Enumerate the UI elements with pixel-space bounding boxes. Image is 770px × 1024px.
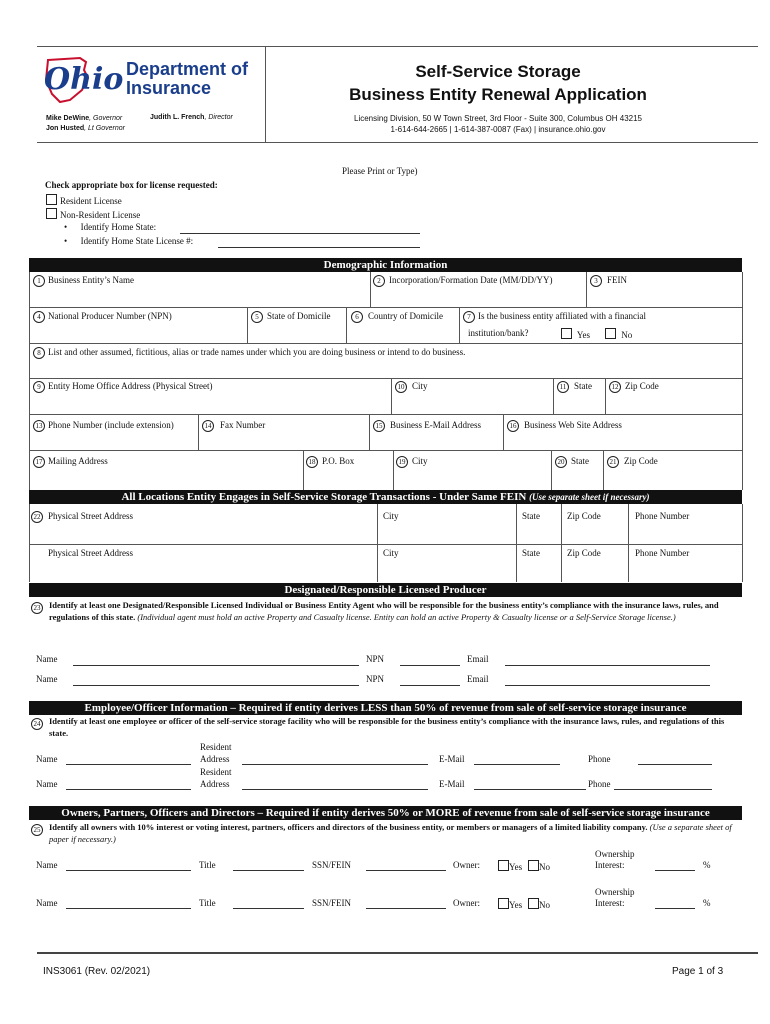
employee-email-field[interactable] — [474, 764, 560, 765]
lt-governor-name: Jon Husted — [46, 125, 85, 132]
business-website-label: Business Web Site Address — [524, 420, 622, 430]
row-rule — [29, 378, 742, 379]
field-number-11: 11 — [557, 381, 569, 393]
npn-label: National Producer Number (NPN) — [48, 311, 172, 321]
row-rule — [29, 343, 742, 344]
producer-instructions-italic: (Individual agent must hold an active Property and Casualty license. Entity can hold an active Property & Casualty license or a Self-Service Storage license.) — [137, 612, 676, 622]
field-number-1: 1 — [33, 275, 45, 287]
field-number-13: 13 — [33, 420, 45, 432]
row-rule — [29, 414, 742, 415]
affiliated-question-line-2: institution/bank? — [468, 328, 529, 338]
affiliated-no-option[interactable] — [605, 328, 632, 340]
field-number-3: 3 — [590, 275, 602, 287]
locations-title: All Locations Entity Engages in Self-Service Storage Transactions - Under Same FEIN — [121, 491, 527, 503]
demographic-left-border — [29, 272, 30, 490]
print-note: Please Print or Type) — [342, 166, 418, 176]
field-number-7: 7 — [463, 311, 475, 323]
department-line-1: Department of — [126, 59, 249, 79]
field-number-9: 9 — [33, 381, 45, 393]
owner-title-label: Title — [199, 860, 216, 870]
office-contact: 1-614-644-2665 | 1-614-387-0087 (Fax) | insurance.ohio.gov — [390, 125, 606, 134]
home-state-label: • Identify Home State: — [64, 222, 157, 232]
owners-instructions-italic: (Use a separate sheet of paper if necessary.) — [49, 822, 732, 844]
employee-name-label: Name — [36, 754, 58, 764]
home-office-address-label: Entity Home Office Address (Physical Street) — [48, 381, 213, 391]
divider — [346, 307, 347, 343]
home-state-license-field[interactable] — [218, 247, 420, 248]
home-office-state-label: State — [574, 381, 592, 391]
location-phone-label: Phone Number — [635, 548, 690, 558]
employee-phone-label: Phone — [588, 779, 611, 789]
non-resident-license-label: Non-Resident License — [60, 210, 141, 220]
row-rule — [29, 450, 742, 451]
employee-address-field[interactable] — [242, 789, 428, 790]
phone-number-label: Phone Number (include extension) — [48, 420, 174, 430]
owner-no-label: No — [539, 900, 550, 910]
employee-email-field[interactable] — [474, 789, 586, 790]
owner-yes-checkbox[interactable] — [498, 898, 509, 909]
producer-npn-label: NPN — [366, 654, 385, 664]
divider — [198, 414, 199, 450]
owner-no-option[interactable] — [528, 898, 550, 910]
location-state-label: State — [522, 511, 540, 521]
row-rule — [29, 544, 742, 545]
field-number-10: 10 — [395, 381, 407, 393]
mailing-zip-label: Zip Code — [624, 456, 658, 466]
producer-instructions — [49, 599, 739, 623]
fax-number-label: Fax Number — [220, 420, 266, 430]
producer-npn-label: NPN — [366, 674, 385, 684]
field-number-5: 5 — [251, 311, 263, 323]
ownership-label: Ownership — [595, 849, 635, 859]
field-number-25: 25 — [31, 824, 43, 836]
owner-yes-label: Yes — [509, 862, 523, 872]
divider — [605, 378, 606, 414]
field-number-4: 4 — [33, 311, 45, 323]
location-state-label: State — [522, 548, 540, 558]
producer-npn-field[interactable] — [400, 665, 460, 666]
field-number-24: 24 — [31, 718, 43, 730]
divider — [551, 450, 552, 490]
field-number-19: 19 — [396, 456, 408, 468]
home-office-zip-label: Zip Code — [625, 381, 659, 391]
producer-name-field[interactable] — [73, 685, 359, 686]
resident-license-label: Resident License — [60, 196, 122, 206]
affiliated-yes-option[interactable] — [561, 328, 590, 340]
location-city-label: City — [383, 511, 399, 521]
percent-sign: % — [703, 898, 711, 908]
governor-title: , Governor — [89, 115, 123, 122]
divider — [628, 504, 629, 582]
divider — [369, 414, 370, 450]
owner-ssn-label: SSN/FEIN — [312, 860, 352, 870]
director-title: , Director — [204, 114, 233, 121]
employee-address-field[interactable] — [242, 764, 428, 765]
owners-instructions — [49, 821, 739, 845]
form-title-line-2: Business Entity Renewal Application — [349, 85, 647, 104]
governor-name: Mike DeWine — [46, 115, 90, 122]
divider — [503, 414, 504, 450]
producer-instructions-bold: Identify at least one Designated/Responsible Licensed Individual or Business Entity Agent who will be responsible for the business entity’s compliance with the insurance laws, rules, and regulations of this state. — [49, 600, 719, 622]
field-number-15: 15 — [373, 420, 385, 432]
form-id: INS3061 (Rev. 02/2021) — [43, 966, 151, 977]
locations-section-header — [29, 490, 742, 504]
location-city-label: City — [383, 548, 399, 558]
affiliated-yes-label: Yes — [576, 330, 591, 340]
page-number: Page 1 of 3 — [672, 966, 724, 977]
owner-title-label: Title — [199, 898, 216, 908]
employee-resident-label: Resident — [200, 742, 232, 752]
home-state-license-text: Identify Home State License #: — [80, 236, 194, 246]
producer-name-field[interactable] — [73, 665, 359, 666]
affiliated-no-label: No — [621, 330, 633, 340]
business-email-label: Business E-Mail Address — [390, 420, 481, 430]
divider — [459, 307, 460, 343]
form-title-line-1: Self-Service Storage — [415, 62, 581, 81]
owner-yes-label: Yes — [509, 900, 523, 910]
owners-section-header: Owners, Partners, Officers and Directors – Required if entity derives 50% or MORE of revenue from sale of self-service storage insurance — [29, 806, 742, 820]
percent-sign: % — [703, 860, 711, 870]
divider — [391, 378, 392, 414]
field-number-21: 21 — [607, 456, 619, 468]
employee-name-field[interactable] — [66, 764, 191, 765]
divider — [603, 450, 604, 490]
employee-address-label: Address — [200, 779, 230, 789]
location-address-label: Physical Street Address — [48, 511, 133, 521]
owner-ssn-field[interactable] — [366, 908, 446, 909]
owner-ssn-field[interactable] — [366, 870, 446, 871]
employee-name-field[interactable] — [66, 789, 191, 790]
field-number-23: 23 — [31, 602, 43, 614]
office-address: Licensing Division, 50 W Town Street, 3rd Floor - Suite 300, Columbus OH 43215 — [354, 114, 642, 123]
field-number-17: 17 — [33, 456, 45, 468]
interest-label: Interest: — [595, 898, 625, 908]
resident-license-option[interactable] — [46, 194, 122, 206]
mailing-state-label: State — [571, 456, 589, 466]
employee-email-label: E-Mail — [439, 754, 465, 764]
director-name: Judith L. French — [150, 114, 205, 121]
po-box-label: P.O. Box — [322, 456, 355, 466]
ownership-label: Ownership — [595, 887, 635, 897]
employee-section-header: Employee/Officer Information – Required if entity derives LESS than 50% of revenue from sale of self-service storage insurance — [29, 701, 742, 715]
business-entity-name-label: Business Entity’s Name — [48, 275, 134, 285]
employee-phone-field[interactable] — [614, 789, 712, 790]
country-of-domicile-label: Country of Domicile — [368, 311, 443, 321]
field-number-20: 20 — [555, 456, 567, 468]
divider — [377, 504, 378, 582]
owner-yes-checkbox[interactable] — [498, 860, 509, 871]
department-line-2: Insurance — [126, 78, 212, 98]
header-bottom-rule — [37, 142, 758, 143]
license-type-heading: Check appropriate box for license requested: — [45, 180, 218, 190]
producer-email-label: Email — [467, 674, 489, 684]
employee-resident-label: Resident — [200, 767, 232, 777]
divider — [370, 272, 371, 307]
field-number-2: 2 — [373, 275, 385, 287]
owner-ssn-label: SSN/FEIN — [312, 898, 352, 908]
mailing-city-label: City — [412, 456, 428, 466]
producer-name-label: Name — [36, 654, 58, 664]
non-resident-license-checkbox[interactable] — [46, 208, 57, 219]
locations-title-note: (Use separate sheet if necessary) — [529, 492, 650, 502]
employee-address-label: Address — [200, 754, 230, 764]
resident-license-checkbox[interactable] — [46, 194, 57, 205]
divider — [586, 272, 587, 307]
field-number-18: 18 — [306, 456, 318, 468]
field-number-6: 6 — [351, 311, 363, 323]
form-title — [266, 60, 730, 106]
owners-instructions-bold: Identify all owners with 10% interest or voting interest, partners, officers and directors of the business entity, or members or managers of a limited liability company. — [49, 822, 648, 832]
employee-name-label: Name — [36, 779, 58, 789]
logo-word: Ohio — [44, 62, 124, 97]
demographic-right-border — [742, 272, 743, 490]
divider — [561, 504, 562, 582]
locations-left-border — [29, 504, 30, 582]
ohio-logo — [40, 56, 122, 106]
owner-title-field[interactable] — [233, 870, 304, 871]
owner-owner-label: Owner: — [453, 898, 480, 908]
divider — [516, 504, 517, 582]
affiliated-no-checkbox[interactable] — [605, 328, 616, 339]
location-zip-label: Zip Code — [567, 548, 601, 558]
field-number-16: 16 — [507, 420, 519, 432]
location-address-label: Physical Street Address — [48, 548, 133, 558]
employee-instructions: Identify at least one employee or officer of the self-service storage facility who will be responsible for the business entity’s compliance with the insurance laws, rules, and regulations of this state. — [49, 716, 725, 738]
field-number-12: 12 — [609, 381, 621, 393]
producer-email-field[interactable] — [505, 665, 710, 666]
owner-name-label: Name — [36, 898, 58, 908]
ownership-interest-field[interactable] — [655, 908, 695, 909]
trade-names-label: List and other assumed, fictitious, alias or trade names under which you are doing business or intend to do business. — [48, 347, 466, 357]
divider — [303, 450, 304, 490]
non-resident-license-option[interactable] — [46, 208, 140, 220]
producer-email-field[interactable] — [505, 685, 710, 686]
officials — [46, 114, 125, 134]
home-state-field[interactable] — [180, 233, 420, 234]
field-number-22: 22 — [31, 511, 43, 523]
divider — [393, 450, 394, 490]
footer-rule — [37, 952, 758, 954]
owner-name-field[interactable] — [66, 908, 191, 909]
producer-section-header: Designated/Responsible Licensed Producer — [29, 583, 742, 597]
divider — [247, 307, 248, 343]
department-name — [126, 60, 248, 98]
interest-label: Interest: — [595, 860, 625, 870]
owner-no-label: No — [539, 862, 550, 872]
employee-email-label: E-Mail — [439, 779, 465, 789]
incorporation-date-label: Incorporation/Formation Date (MM/DD/YY) — [389, 275, 553, 285]
demographic-section-header: Demographic Information — [29, 258, 742, 272]
owner-name-label: Name — [36, 860, 58, 870]
home-office-city-label: City — [412, 381, 428, 391]
owner-title-field[interactable] — [233, 908, 304, 909]
employee-phone-field[interactable] — [638, 764, 712, 765]
owner-no-option[interactable] — [528, 860, 550, 872]
home-state-license-label: • Identify Home State License #: — [64, 236, 194, 246]
home-state-text: Identify Home State: — [80, 222, 157, 232]
owner-yes-option[interactable] — [498, 860, 522, 872]
producer-name-label: Name — [36, 674, 58, 684]
mailing-address-label: Mailing Address — [48, 456, 108, 466]
owner-no-checkbox[interactable] — [528, 860, 539, 871]
locations-right-border — [742, 504, 743, 582]
employee-phone-label: Phone — [588, 754, 611, 764]
affiliated-yes-checkbox[interactable] — [561, 328, 572, 339]
location-zip-label: Zip Code — [567, 511, 601, 521]
owner-name-field[interactable] — [66, 870, 191, 871]
location-phone-label: Phone Number — [635, 511, 690, 521]
owner-owner-label: Owner: — [453, 860, 480, 870]
ownership-interest-field[interactable] — [655, 870, 695, 871]
owner-no-checkbox[interactable] — [528, 898, 539, 909]
header-top-rule — [37, 46, 758, 47]
owner-yes-option[interactable] — [498, 898, 522, 910]
director — [150, 114, 233, 121]
divider — [553, 378, 554, 414]
lt-governor-title: , Lt Governor — [84, 125, 125, 132]
state-of-domicile-label: State of Domicile — [267, 311, 331, 321]
row-rule — [29, 307, 742, 308]
field-number-14: 14 — [202, 420, 214, 432]
fein-label: FEIN — [607, 275, 627, 285]
producer-email-label: Email — [467, 654, 489, 664]
field-number-8: 8 — [33, 347, 45, 359]
producer-npn-field[interactable] — [400, 685, 460, 686]
affiliated-question-line-1: Is the business entity affiliated with a financial — [478, 311, 647, 321]
